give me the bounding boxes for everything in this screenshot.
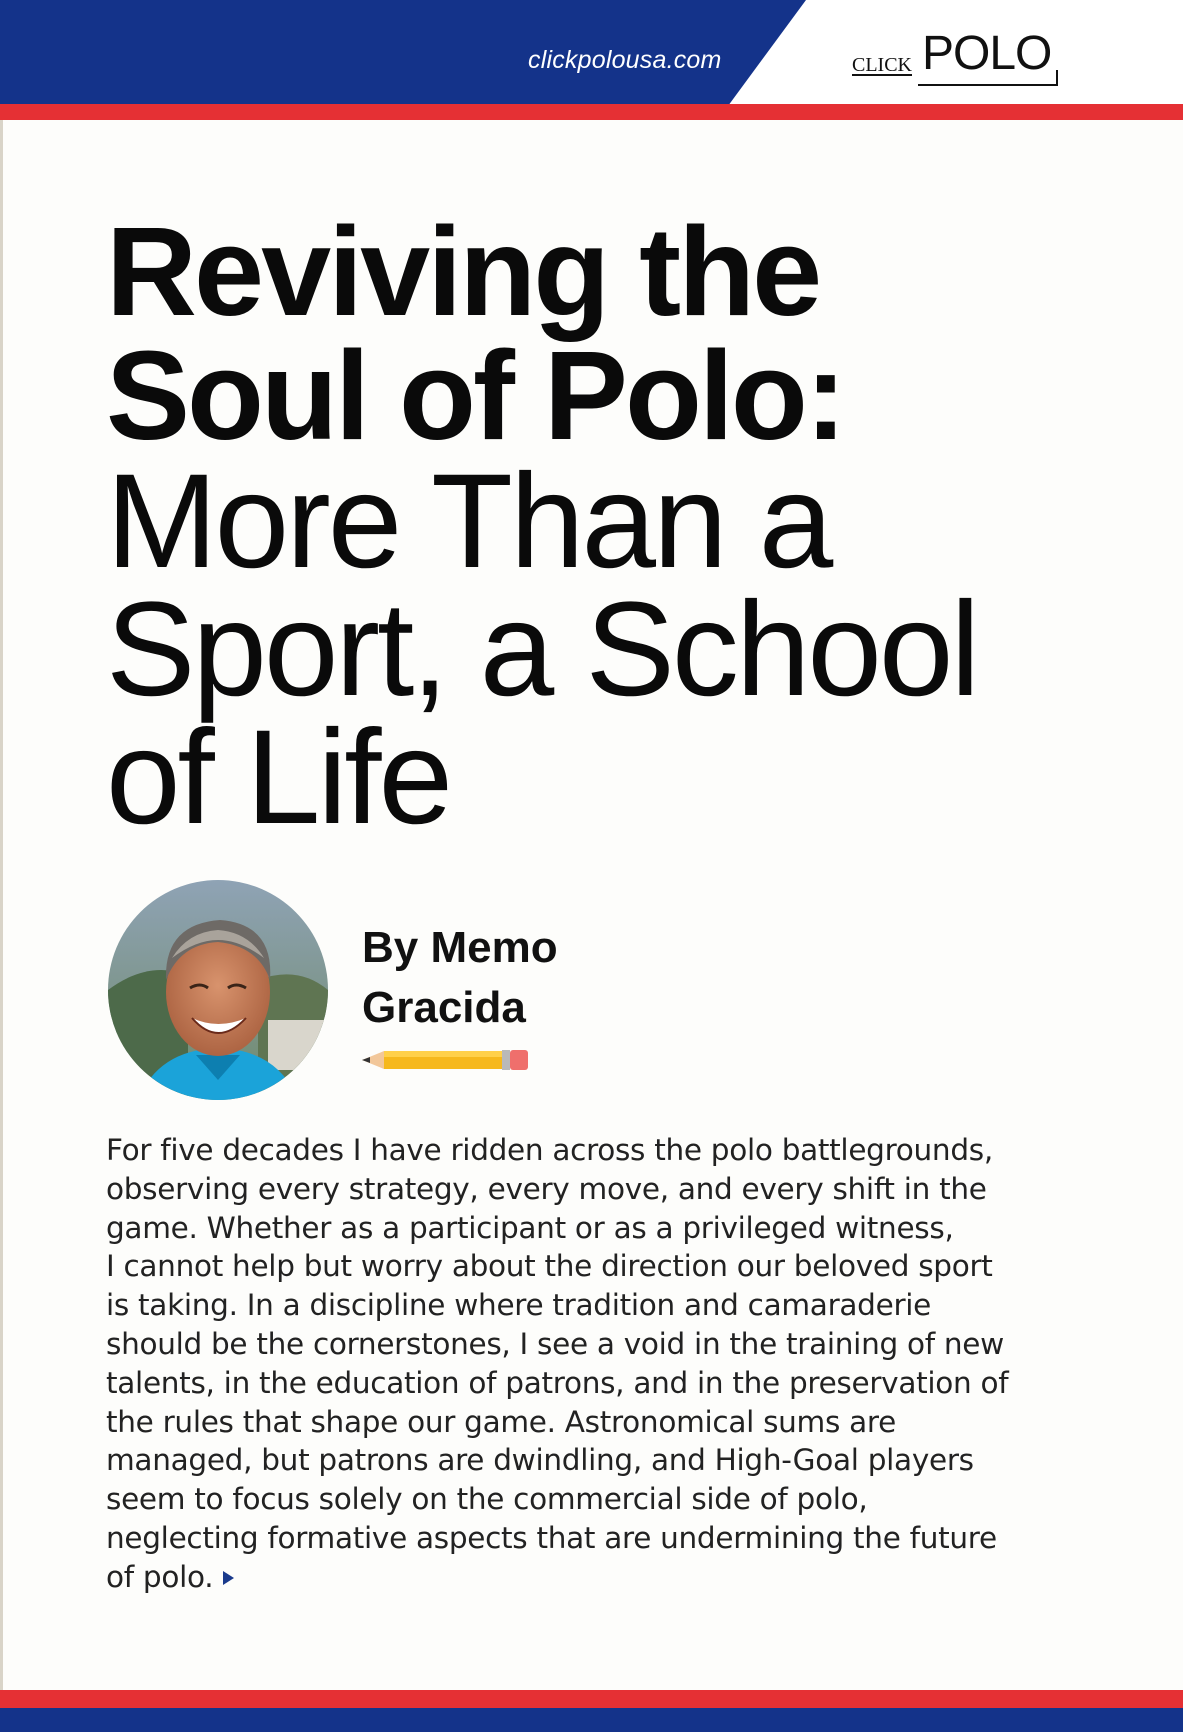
footer-red-rule: [0, 1690, 1183, 1708]
body-line: I cannot help but worry about the direction our beloved sport: [106, 1249, 993, 1284]
body-line: neglecting formative aspects that are undermining the future: [106, 1520, 997, 1555]
title-bold-line: Reviving the: [106, 201, 820, 342]
title-light-line: More Than a: [106, 447, 831, 596]
logo-click-text: CLICK: [852, 54, 912, 76]
logo-bracket-mark: [918, 70, 1058, 86]
body-line: should be the cornerstones, I see a void in the training of new: [106, 1326, 1004, 1361]
body-last-line: [106, 1558, 1096, 1597]
pencil-icon: [362, 1046, 530, 1074]
title-bold-line: Soul of Polo:: [106, 325, 844, 466]
body-line: observing every strategy, every move, and every shift in the: [106, 1171, 987, 1206]
author-photo-icon: [108, 880, 328, 1100]
body-line: game. Whether as a participant or as a privileged witness,: [106, 1210, 954, 1245]
clickpolo-logo[interactable]: [852, 26, 1062, 90]
byline-line: By Memo: [362, 923, 558, 972]
article-body: [106, 1131, 1096, 1597]
logo-polo-text: POLO: [922, 27, 1052, 80]
byline-line: Gracida: [362, 983, 526, 1032]
article-title: [106, 201, 1106, 852]
body-line: is taking. In a discipline where tradition and camaraderie: [106, 1288, 932, 1323]
page-left-edge: [0, 120, 3, 1690]
site-url-link[interactable]: clickpolousa.com: [528, 46, 722, 74]
body-line: For five decades I have ridden across the polo battlegrounds,: [106, 1133, 993, 1167]
footer-blue-rule: [0, 1708, 1183, 1732]
header-red-rule: [0, 104, 1183, 120]
author-byline: [362, 918, 558, 1038]
title-light-line: Sport, a School: [106, 575, 978, 724]
body-line-text: of polo.: [106, 1559, 214, 1594]
triangle-arrow-icon[interactable]: [223, 1571, 234, 1585]
body-line: seem to focus solely on the commercial side of polo,: [106, 1482, 868, 1517]
body-line: talents, in the education of patrons, and in the preservation of: [106, 1365, 1009, 1400]
header-band: [0, 0, 1183, 106]
title-light-line: of Life: [106, 703, 451, 852]
body-line: managed, but patrons are dwindling, and High-Goal players: [106, 1443, 974, 1478]
author-avatar: [108, 880, 328, 1100]
body-line: the rules that shape our game. Astronomical sums are: [106, 1404, 896, 1439]
